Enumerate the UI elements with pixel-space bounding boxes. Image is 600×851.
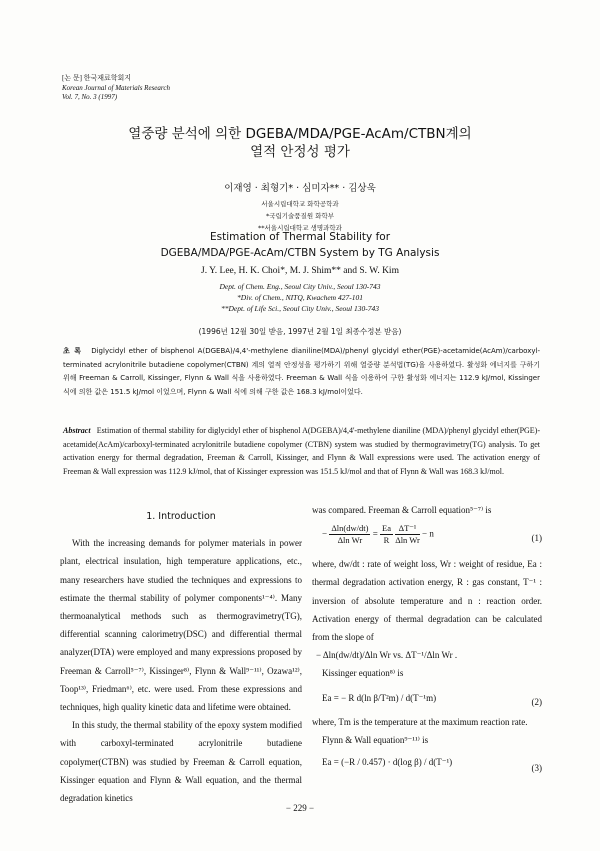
intro-paragraph-2: In this study, the thermal stability of the epoxy system modified with carboxyl-terminated acrylonitrile butadiene copolymer(CTBN) was studied by Freeman & Carroll equation, Kissinger equation and Flynn & Wall equation, and the thermal degradation kinetics	[60, 720, 302, 804]
equation-3-body: Ea = (−R / 0.457) · d(log β) / d(T⁻¹)	[322, 757, 453, 768]
eq1-rhs1-top: Ea	[382, 523, 391, 534]
eq1-lhs-top: Δln(dw/dt)	[331, 523, 369, 534]
english-title-line2: DGEBA/MDA/PGE-AcAm/CTBN System by TG Analysis	[160, 247, 440, 259]
equation-1-number: (1)	[531, 533, 542, 544]
left-column	[60, 508, 302, 807]
korean-title-line2: 열적 안정성 평가	[250, 144, 350, 160]
eq1-rhs2-top: ΔT⁻¹	[395, 523, 420, 535]
eq1-tail: − n	[422, 528, 434, 539]
english-abstract	[63, 424, 540, 478]
english-abstract-label: Abstract	[63, 426, 91, 435]
section-heading: 1. Introduction	[146, 511, 216, 522]
korean-abstract-label: 초 록	[63, 347, 82, 355]
intro-paragraph-1: With the increasing demands for polymer materials in power plant, electrical insulation, high temperature applications, etc., many researchers have studied the techniques and expressions to estimate the thermal stability of polymer components¹⁻⁴⁾. Many thermoanalytical methods such as thermogravimetry(TG), differential scanning calorimetry(DSC) and differential thermal analyzer(DTA) were employed and many expressions proposed by Freeman & Carroll⁵⁻⁷⁾, Kissinger⁸⁾, Flynn & Wall⁹⁻¹¹⁾, Ozawa¹²⁾, Toop¹³⁾, Friedman⁶⁾, etc. were used. From these expressions and techniques, high quality kinetic data and lifetime were obtained.	[60, 538, 302, 713]
english-title-line1: Estimation of Thermal Stability for	[209, 231, 391, 243]
english-affiliations	[0, 281, 600, 314]
equation-1	[312, 519, 542, 555]
equation-3	[312, 749, 542, 775]
korean-affiliation-1: 서울시립대학교 화학공학과	[261, 200, 339, 208]
eq1-rhs2-bottom: Δln Wr	[395, 535, 420, 546]
korean-abstract-text: Diglycidyl ether of bisphenol A(DGEBA)/4,4'-methylene dianiline(MDA)/phenyl glycidyl ether(PGE)-acetamide(AcAm)/carboxyl-terminated acrylonitrile butadiene copolymer(CTBN) 계의 열적 안정성을 평가하기 위해 열중량 분석법(TG)을 사용하였다. 활성화 에너지를 구하기 위해 Freeman & Carroll, Kissinger, Flynn & Wall 식을 사용하였다. Freeman & Wall 식을 이용하여 구한 활성화 에너지는 112.9 kJ/mol, Kissinger 식에 의한 값은 151.5 kJ/mol 이었으며, Flynn & Wall 식에 의해 구한 값은 168.3 kJ/mol이었다.	[63, 347, 540, 396]
equation-2	[312, 683, 542, 713]
equation-1-frac-t	[395, 523, 420, 546]
journal-volume: Vol. 7, No. 3 (1997)	[62, 93, 118, 101]
korean-title-line1: 열중량 분석에 의한 DGEBA/MDA/PGE-AcAm/CTBN계의	[128, 126, 472, 142]
english-affiliation-2: *Div. of Chem., NITQ, Kwachem 427-101	[237, 293, 363, 302]
equation-1-frac-ea	[380, 523, 393, 546]
right-paragraph-3: Kissinger equation⁸⁾ is	[322, 668, 404, 679]
korean-title	[0, 125, 600, 161]
english-affiliation-1: Dept. of Chem. Eng., Seoul City Univ., Seoul 130-743	[219, 282, 381, 291]
right-slope-expression: − Δln(dw/dt)/Δln Wr vs. ΔT⁻¹/Δln Wr .	[316, 650, 458, 661]
page-number: − 229 −	[285, 803, 315, 813]
equation-2-number: (2)	[531, 696, 542, 707]
korean-abstract	[63, 345, 540, 399]
received-date: (1996년 12월 30일 받음, 1997년 2월 1일 최종수정본 받음)	[198, 327, 402, 336]
right-column	[312, 501, 542, 775]
english-authors: J. Y. Lee, H. K. Choi*, M. J. Shim** and S. W. Kim	[201, 266, 399, 276]
english-abstract-text: Estimation of thermal stability for diglycidyl ether of bisphenol A(DGEBA)/4,4'-methylene dianiline (MDA)/phenyl glycidyl ether(PGE)-acetamide(AcAm)/carboxyl-terminated acrylonitrile butadiene copolymer (CTBN) system was studied by thermogravimetry(TG) analysis. To get activation energy for thermal degradation, Freeman & Carroll, Kissinger, and Flynn & Wall expressions were used. The activation energy of Freeman & Wall expression was 112.9 kJ/mol, that of Kissinger expression was 151.5 kJ/mol and that of Flynn & Wall was 168.3 kJ/mol.	[63, 426, 541, 476]
right-paragraph-4: where, Tm is the temperature at the maximum reaction rate.	[312, 716, 528, 727]
equation-2-body: Ea = − R d(ln β/T²m) / d(T⁻¹m)	[322, 692, 437, 703]
english-title	[0, 229, 600, 261]
right-paragraph-1: was compared. Freeman & Carroll equation⁵⁻⁷⁾ is	[312, 505, 492, 515]
english-affiliation-3: **Dept. of Life Sci., Seoul City Univ., Seoul 130-743	[221, 304, 379, 313]
equation-1-minus: −	[322, 528, 328, 539]
equation-1-frac-lhs	[329, 523, 370, 546]
eq1-lhs-bottom: Δln Wr	[337, 535, 363, 546]
right-paragraph-5: Flynn & Wall equation⁹⁻¹¹⁾ is	[322, 734, 429, 745]
korean-affiliation-2: *국립기술품질원 화학부	[265, 212, 335, 220]
journal-english-name: Korean Journal of Materials Research	[62, 83, 170, 92]
korean-authors: 이재영 · 최형기* · 심미자** · 김상욱	[224, 183, 376, 194]
equation-1-body: − $\frac{\Delta\ln(dw/dt)}{\text{Δln Wr}}$ = $\frac{Ea}{R}$ $\frac{\text{ΔT⁻¹}}{\text{Δln Wr}}$ − n	[322, 523, 434, 546]
journal-korean-name: [논 문] 한국재료학회지	[62, 74, 132, 82]
journal-header	[62, 74, 170, 103]
korean-affiliation-3: **서울시립대학교 생명과학과	[258, 224, 342, 232]
equation-3-number: (3)	[531, 763, 542, 774]
eq1-rhs1-bottom: R	[383, 535, 390, 546]
right-paragraph-2: where, dw/dt : rate of weight loss, Wr : weight of residue, Ea : thermal degradation activation energy, R : gas constant, T⁻¹ : inversion of absolute temperature and n : reaction order. Activation energy of thermal degradation can be calculated from the slope of	[312, 559, 542, 643]
